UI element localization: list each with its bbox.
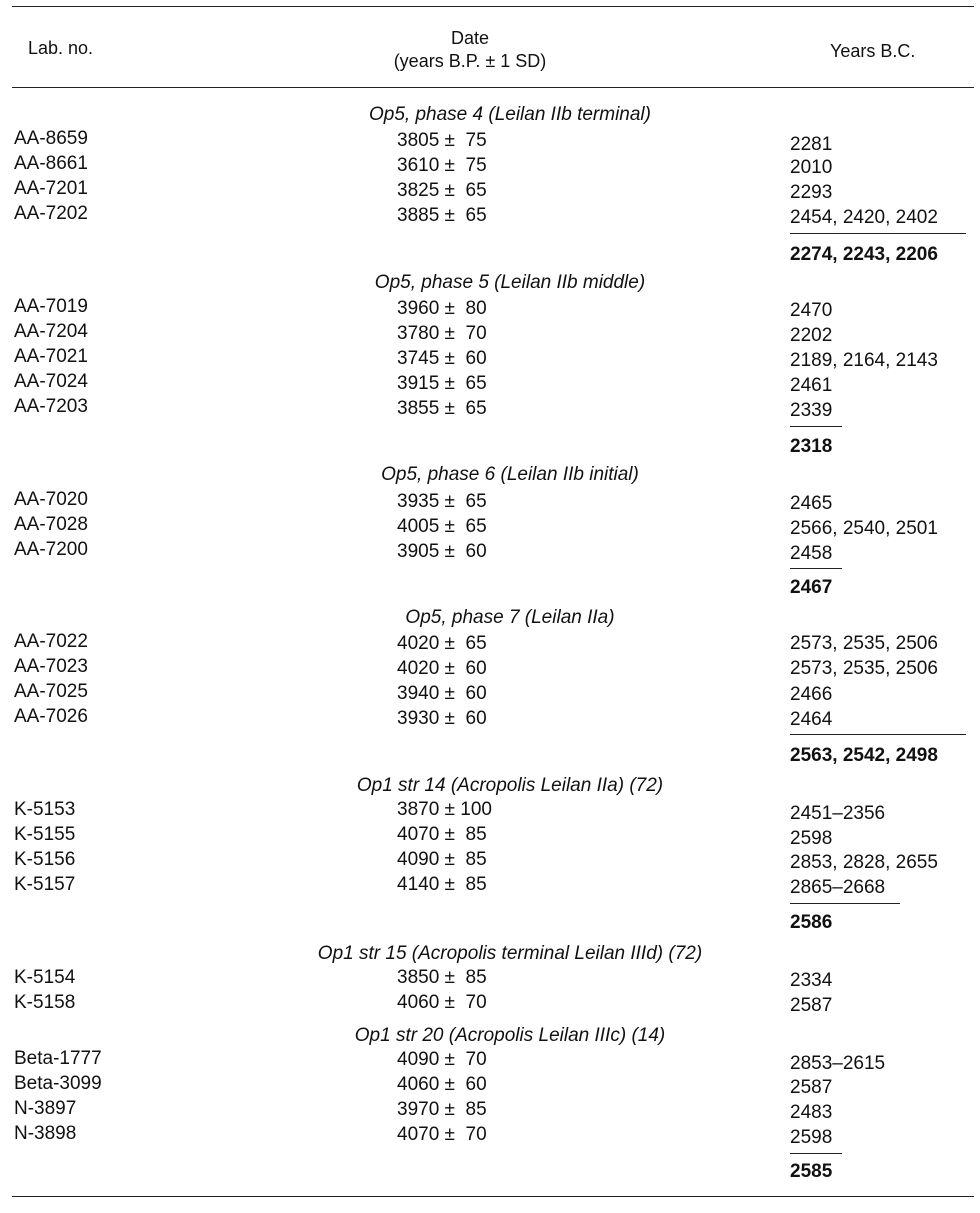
years-bc-value: 2339 xyxy=(790,400,833,421)
date-value: 4090 ± 85 xyxy=(397,849,487,870)
years-bc-value: 2865–2668 xyxy=(790,877,886,898)
sum-underline xyxy=(790,734,966,735)
date-value: 4020 ± 60 xyxy=(397,658,487,679)
lab-no: K-5153 xyxy=(14,799,76,820)
years-bc-value: 2461 xyxy=(790,375,833,396)
lab-no: Beta-1777 xyxy=(14,1048,102,1069)
lab-no: K-5158 xyxy=(14,992,76,1013)
lab-no: AA-7203 xyxy=(14,396,88,417)
date-value: 3805 ± 75 xyxy=(397,130,487,151)
years-bc-value: 2587 xyxy=(790,1077,833,1098)
date-value: 4060 ± 60 xyxy=(397,1074,487,1095)
lab-no: AA-7024 xyxy=(14,371,88,392)
section-summary: 2467 xyxy=(790,577,833,598)
date-value: 3780 ± 70 xyxy=(397,323,487,344)
section-reference: (72) xyxy=(629,775,664,796)
date-value: 3915 ± 65 xyxy=(397,373,487,394)
years-bc-value: 2573, 2535, 2506 xyxy=(790,658,938,679)
section-title-text: Op1 str 15 (Acropolis terminal Leilan IIId) xyxy=(317,943,664,964)
sum-underline xyxy=(790,1153,842,1154)
lab-no: AA-7026 xyxy=(14,706,88,727)
section-title xyxy=(160,775,860,797)
years-bc-value: 2465 xyxy=(790,493,833,514)
sum-underline xyxy=(790,568,842,569)
years-bc-value: 2470 xyxy=(790,300,833,321)
lab-no: AA-7028 xyxy=(14,514,88,535)
header-date: Date xyxy=(450,28,490,48)
lab-no: K-5157 xyxy=(14,874,76,895)
years-bc-value: 2853, 2828, 2655 xyxy=(790,852,938,873)
date-value: 3870 ± 100 xyxy=(397,799,492,820)
lab-no: Beta-3099 xyxy=(14,1073,102,1094)
date-value: 3855 ± 65 xyxy=(397,398,487,419)
years-bc-value: 2010 xyxy=(790,157,833,178)
lab-no: K-5155 xyxy=(14,824,76,845)
years-bc-value: 2281 xyxy=(790,134,833,155)
section-title-text: Op1 str 14 (Acropolis Leilan IIa) xyxy=(356,775,625,796)
lab-no: AA-7019 xyxy=(14,296,88,317)
section-title: Op5, phase 7 (Leilan IIa) xyxy=(405,607,615,628)
section-title: Op5, phase 4 (Leilan IIb terminal) xyxy=(369,104,651,125)
header-years-bc: Years B.C. xyxy=(830,41,916,61)
sum-underline xyxy=(790,903,900,904)
lab-no: AA-7202 xyxy=(14,203,88,224)
date-value: 4070 ± 70 xyxy=(397,1124,487,1145)
lab-no: AA-8661 xyxy=(14,153,88,174)
lab-no: AA-7025 xyxy=(14,681,88,702)
date-value: 3825 ± 65 xyxy=(397,180,487,201)
years-bc-value: 2454, 2420, 2402 xyxy=(790,207,938,228)
years-bc-value: 2458 xyxy=(790,543,833,564)
section-summary: 2586 xyxy=(790,912,833,933)
years-bc-value: 2464 xyxy=(790,709,833,730)
bottom-rule xyxy=(12,1196,974,1197)
lab-no: AA-7021 xyxy=(14,346,88,367)
date-value: 3905 ± 60 xyxy=(397,541,487,562)
lab-no: AA-7023 xyxy=(14,656,88,677)
header-lab-no: Lab. no. xyxy=(28,38,94,58)
lab-no: AA-7201 xyxy=(14,178,88,199)
lab-no: AA-8659 xyxy=(14,128,88,149)
years-bc-value: 2334 xyxy=(790,970,833,991)
lab-no: AA-7204 xyxy=(14,321,88,342)
sum-underline xyxy=(790,426,842,427)
date-value: 3930 ± 60 xyxy=(397,708,487,729)
date-value: 4020 ± 65 xyxy=(397,633,487,654)
sum-underline xyxy=(790,233,966,234)
years-bc-value: 2293 xyxy=(790,182,833,203)
date-value: 3970 ± 85 xyxy=(397,1099,487,1120)
years-bc-value: 2451–2356 xyxy=(790,803,886,824)
section-title: Op5, phase 5 (Leilan IIb middle) xyxy=(374,272,646,293)
date-value: 3940 ± 60 xyxy=(397,683,487,704)
section-summary: 2563, 2542, 2498 xyxy=(790,745,938,766)
years-bc-value: 2189, 2164, 2143 xyxy=(790,350,938,371)
section-reference: (14) xyxy=(631,1025,666,1046)
header-date-unit: (years B.P. ± 1 SD) xyxy=(393,51,547,71)
years-bc-value: 2598 xyxy=(790,828,833,849)
section-title: Op5, phase 6 (Leilan IIb initial) xyxy=(381,464,639,485)
lab-no: AA-7022 xyxy=(14,631,88,652)
header-rule xyxy=(12,87,974,88)
years-bc-value: 2566, 2540, 2501 xyxy=(790,518,938,539)
section-summary: 2274, 2243, 2206 xyxy=(790,244,938,265)
years-bc-value: 2587 xyxy=(790,995,833,1016)
date-value: 4090 ± 70 xyxy=(397,1049,487,1070)
lab-no: K-5156 xyxy=(14,849,76,870)
section-title xyxy=(160,943,860,965)
years-bc-value: 2466 xyxy=(790,684,833,705)
lab-no: K-5154 xyxy=(14,967,76,988)
date-value: 3885 ± 65 xyxy=(397,205,487,226)
date-value: 4140 ± 85 xyxy=(397,874,487,895)
lab-no: N-3897 xyxy=(14,1098,77,1119)
lab-no: AA-7200 xyxy=(14,539,88,560)
date-value: 3960 ± 80 xyxy=(397,298,487,319)
date-value: 4070 ± 85 xyxy=(397,824,487,845)
section-title xyxy=(160,1025,860,1047)
years-bc-value: 2853–2615 xyxy=(790,1053,886,1074)
years-bc-value: 2202 xyxy=(790,325,833,346)
section-summary: 2318 xyxy=(790,436,833,457)
date-value: 4005 ± 65 xyxy=(397,516,487,537)
section-summary: 2585 xyxy=(790,1161,833,1182)
top-rule xyxy=(12,6,974,7)
years-bc-value: 2598 xyxy=(790,1127,833,1148)
date-value: 3935 ± 65 xyxy=(397,491,487,512)
lab-no: N-3898 xyxy=(14,1123,77,1144)
date-value: 3745 ± 60 xyxy=(397,348,487,369)
section-reference: (72) xyxy=(668,943,703,964)
years-bc-value: 2573, 2535, 2506 xyxy=(790,633,938,654)
section-title-text: Op1 str 20 (Acropolis Leilan IIIc) xyxy=(354,1025,627,1046)
years-bc-value: 2483 xyxy=(790,1102,833,1123)
date-value: 4060 ± 70 xyxy=(397,992,487,1013)
lab-no: AA-7020 xyxy=(14,489,88,510)
date-value: 3610 ± 75 xyxy=(397,155,487,176)
date-value: 3850 ± 85 xyxy=(397,967,487,988)
